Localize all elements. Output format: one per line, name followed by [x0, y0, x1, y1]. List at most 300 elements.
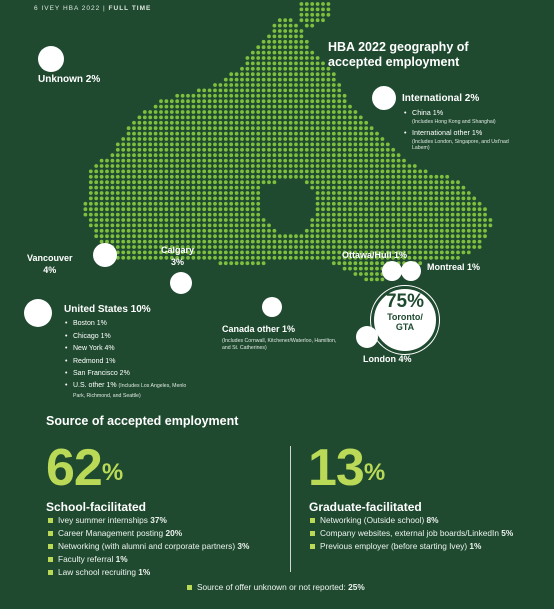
map-dot: [343, 137, 347, 141]
map-dot: [483, 224, 487, 228]
map-dot: [337, 89, 341, 93]
map-dot: [127, 224, 131, 228]
map-dot: [327, 256, 331, 260]
map-dot: [127, 153, 131, 157]
map-dot: [202, 191, 206, 195]
map-dot: [229, 78, 233, 82]
map-dot: [246, 72, 250, 76]
map-dot: [278, 251, 282, 255]
map-dot: [256, 153, 260, 157]
map-dot: [402, 207, 406, 211]
page-header: 6 IVEY HBA 2022 | FULL TIME: [34, 5, 152, 12]
map-dot: [402, 234, 406, 238]
map-dot: [305, 105, 309, 109]
map-dot: [235, 218, 239, 222]
map-dot: [138, 240, 142, 244]
map-dot: [278, 245, 282, 249]
map-dot: [467, 202, 471, 206]
map-dot: [327, 180, 331, 184]
map-dot: [310, 126, 314, 130]
map-dot: [154, 186, 158, 190]
map-dot: [229, 121, 233, 125]
map-dot: [175, 148, 179, 152]
map-dot: [386, 224, 390, 228]
map-dot: [327, 164, 331, 168]
map-dot: [111, 153, 115, 157]
map-dot: [186, 202, 190, 206]
map-dot: [267, 137, 271, 141]
map-dot: [240, 110, 244, 114]
map-dot: [456, 202, 460, 206]
map-dot: [197, 94, 201, 98]
map-dot: [197, 143, 201, 147]
map-dot: [186, 137, 190, 141]
map-dot: [219, 94, 223, 98]
map-dot: [440, 224, 444, 228]
map-dot: [402, 213, 406, 217]
map-dot: [456, 180, 460, 184]
map-dot: [283, 51, 287, 55]
map-dot: [197, 116, 201, 120]
map-dot: [111, 218, 115, 222]
london-label: London 4%: [363, 354, 412, 364]
map-dot: [337, 251, 341, 255]
map-dot: [321, 240, 325, 244]
map-dot: [186, 180, 190, 184]
map-dot: [251, 89, 255, 93]
map-dot: [267, 110, 271, 114]
map-dot: [208, 94, 212, 98]
map-dot: [348, 148, 352, 152]
map-dot: [132, 207, 136, 211]
map-dot: [289, 137, 293, 141]
map-dot: [202, 143, 206, 147]
map-dot: [310, 116, 314, 120]
map-dot: [229, 83, 233, 87]
map-dot: [456, 229, 460, 233]
map-dot: [256, 137, 260, 141]
map-dot: [300, 89, 304, 93]
map-dot: [316, 251, 320, 255]
map-dot: [175, 137, 179, 141]
map-dot: [343, 197, 347, 201]
map-dot: [354, 234, 358, 238]
map-dot: [359, 240, 363, 244]
map-dot: [316, 121, 320, 125]
map-dot: [229, 137, 233, 141]
map-dot: [138, 153, 142, 157]
map-dot: [364, 175, 368, 179]
map-dot: [229, 89, 233, 93]
map-dot: [170, 116, 174, 120]
map-dot: [348, 121, 352, 125]
map-dot: [100, 224, 104, 228]
map-dot: [208, 99, 212, 103]
map-dot: [138, 197, 142, 201]
map-dot: [337, 121, 341, 125]
map-dot: [213, 159, 217, 163]
map-dot: [229, 197, 233, 201]
map-dot: [321, 218, 325, 222]
map-dot: [251, 261, 255, 265]
map-dot: [321, 126, 325, 130]
map-dot: [267, 40, 271, 44]
map-dot: [316, 99, 320, 103]
map-dot: [246, 83, 250, 87]
map-dot: [224, 148, 228, 152]
map-dot: [359, 261, 363, 265]
map-dot: [386, 191, 390, 195]
map-dot: [316, 89, 320, 93]
map-dot: [235, 121, 239, 125]
map-dot: [224, 213, 228, 217]
map-dot: [386, 245, 390, 249]
map-dot: [186, 94, 190, 98]
map-dot: [283, 164, 287, 168]
map-dot: [229, 175, 233, 179]
map-dot: [170, 105, 174, 109]
map-dot: [219, 191, 223, 195]
map-dot: [116, 234, 120, 238]
map-dot: [159, 105, 163, 109]
map-dot: [138, 251, 142, 255]
map-dot: [343, 99, 347, 103]
map-dot: [332, 132, 336, 136]
map-dot: [213, 94, 217, 98]
map-dot: [138, 116, 142, 120]
map-dot: [327, 72, 331, 76]
map-dot: [111, 159, 115, 163]
map-dot: [202, 94, 206, 98]
map-dot: [165, 164, 169, 168]
map-dot: [348, 132, 352, 136]
list-item: • U.S. other 1% (Includes Los Angeles, Menlo Park, Richmond, and Seattle): [65, 381, 190, 401]
map-dot: [132, 164, 136, 168]
map-dot: [364, 245, 368, 249]
map-dot: [321, 245, 325, 249]
map-dot: [159, 121, 163, 125]
map-dot: [310, 186, 314, 190]
map-dot: [197, 229, 201, 233]
map-dot: [332, 148, 336, 152]
map-dot: [256, 180, 260, 184]
map-dot: [143, 170, 147, 174]
map-dot: [251, 207, 255, 211]
map-dot: [143, 234, 147, 238]
map-dot: [229, 256, 233, 260]
map-dot: [289, 105, 293, 109]
map-dot: [478, 245, 482, 249]
map-dot: [127, 234, 131, 238]
map-dot: [451, 224, 455, 228]
map-dot: [300, 67, 304, 71]
map-dot: [294, 99, 298, 103]
map-dot: [273, 51, 277, 55]
map-dot: [159, 175, 163, 179]
map-dot: [262, 234, 266, 238]
map-dot: [186, 148, 190, 152]
map-dot: [310, 256, 314, 260]
map-dot: [165, 116, 169, 120]
map-dot: [229, 110, 233, 114]
map-dot: [213, 89, 217, 93]
map-dot: [202, 234, 206, 238]
map-dot: [478, 213, 482, 217]
map-dot: [132, 148, 136, 152]
map-dot: [348, 218, 352, 222]
map-dot: [391, 202, 395, 206]
map-dot: [240, 234, 244, 238]
map-dot: [94, 175, 98, 179]
map-dot: [316, 62, 320, 66]
map-dot: [132, 224, 136, 228]
map-dot: [375, 191, 379, 195]
map-dot: [148, 110, 152, 114]
map-dot: [197, 148, 201, 152]
list-item: • Chicago 1%: [65, 331, 190, 344]
map-dot: [332, 224, 336, 228]
map-dot: [262, 116, 266, 120]
map-dot: [138, 256, 142, 260]
map-dot: [370, 186, 374, 190]
map-dot: [94, 229, 98, 233]
map-dot: [343, 105, 347, 109]
map-dot: [327, 89, 331, 93]
map-dot: [408, 245, 412, 249]
map-dot: [278, 256, 282, 260]
map-dot: [332, 105, 336, 109]
map-dot: [278, 126, 282, 130]
map-dot: [386, 170, 390, 174]
map-dot: [273, 35, 277, 39]
map-dot: [192, 170, 196, 174]
map-dot: [278, 51, 282, 55]
map-dot: [418, 256, 422, 260]
map-dot: [186, 234, 190, 238]
map-dot: [310, 121, 314, 125]
list-item: • Redmond 1%: [65, 356, 190, 369]
map-dot: [343, 132, 347, 136]
map-dot: [440, 218, 444, 222]
map-dot: [240, 72, 244, 76]
map-dot: [175, 164, 179, 168]
map-dot: [202, 251, 206, 255]
map-dot: [273, 72, 277, 76]
map-dot: [289, 121, 293, 125]
map-dot: [235, 137, 239, 141]
map-dot: [273, 121, 277, 125]
map-dot: [121, 229, 125, 233]
map-dot: [354, 261, 358, 265]
map-dot: [321, 256, 325, 260]
map-dot: [278, 78, 282, 82]
map-dot: [267, 164, 271, 168]
map-dot: [332, 143, 336, 147]
map-dot: [138, 202, 142, 206]
map-dot: [159, 240, 163, 244]
map-dot: [343, 240, 347, 244]
map-dot: [440, 180, 444, 184]
map-dot: [283, 40, 287, 44]
map-dot: [267, 35, 271, 39]
map-dot: [305, 256, 309, 260]
map-dot: [246, 143, 250, 147]
map-dot: [370, 143, 374, 147]
map-dot: [316, 240, 320, 244]
map-dot: [375, 207, 379, 211]
map-dot: [337, 170, 341, 174]
map-dot: [170, 180, 174, 184]
map-dot: [408, 191, 412, 195]
map-dot: [305, 18, 309, 22]
map-dot: [127, 180, 131, 184]
ottawa-bubble: [382, 261, 402, 281]
map-dot: [202, 202, 206, 206]
map-dot: [111, 191, 115, 195]
map-dot: [186, 240, 190, 244]
map-dot: [321, 132, 325, 136]
map-dot: [229, 180, 233, 184]
map-dot: [224, 121, 228, 125]
map-dot: [316, 137, 320, 141]
map-dot: [148, 213, 152, 217]
map-dot: [283, 148, 287, 152]
map-dot: [402, 240, 406, 244]
map-dot: [154, 256, 158, 260]
map-dot: [332, 170, 336, 174]
map-dot: [343, 229, 347, 233]
map-dot: [256, 94, 260, 98]
section-label: FULL TIME: [108, 5, 152, 12]
map-dot: [381, 202, 385, 206]
map-dot: [305, 13, 309, 17]
map-dot: [224, 105, 228, 109]
map-dot: [121, 207, 125, 211]
map-dot: [370, 224, 374, 228]
map-dot: [332, 202, 336, 206]
map-dot: [483, 234, 487, 238]
map-dot: [121, 218, 125, 222]
map-dot: [354, 240, 358, 244]
vancouver-label: Vancouver 4%: [27, 253, 73, 275]
map-dot: [462, 245, 466, 249]
map-dot: [359, 170, 363, 174]
map-dot: [300, 164, 304, 168]
map-dot: [224, 229, 228, 233]
map-dot: [337, 137, 341, 141]
map-dot: [283, 18, 287, 22]
map-dot: [208, 137, 212, 141]
map-dot: [267, 67, 271, 71]
map-dot: [154, 132, 158, 136]
map-dot: [397, 170, 401, 174]
map-dot: [354, 121, 358, 125]
map-dot: [89, 197, 93, 201]
map-dot: [213, 245, 217, 249]
map-dot: [370, 202, 374, 206]
map-dot: [202, 224, 206, 228]
map-dot: [143, 132, 147, 136]
map-dot: [305, 164, 309, 168]
map-dot: [181, 186, 185, 190]
map-dot: [154, 180, 158, 184]
map-dot: [375, 240, 379, 244]
map-dot: [467, 191, 471, 195]
map-dot: [143, 116, 147, 120]
map-dot: [440, 245, 444, 249]
map-dot: [213, 164, 217, 168]
map-dot: [192, 175, 196, 179]
montreal-label: Montreal 1%: [427, 262, 481, 272]
map-dot: [208, 229, 212, 233]
map-dot: [337, 99, 341, 103]
map-dot: [370, 272, 374, 276]
map-dot: [197, 132, 201, 136]
map-dot: [300, 35, 304, 39]
map-dot: [435, 234, 439, 238]
map-dot: [375, 153, 379, 157]
map-dot: [440, 197, 444, 201]
map-dot: [251, 256, 255, 260]
map-dot: [397, 175, 401, 179]
map-dot: [289, 132, 293, 136]
map-dot: [348, 213, 352, 217]
map-dot: [305, 7, 309, 11]
map-dot: [462, 234, 466, 238]
map-dot: [472, 218, 476, 222]
map-dot: [251, 234, 255, 238]
map-dot: [219, 213, 223, 217]
map-dot: [267, 180, 271, 184]
map-dot: [364, 278, 368, 282]
map-dot: [181, 116, 185, 120]
map-dot: [478, 240, 482, 244]
map-dot: [467, 197, 471, 201]
map-dot: [310, 56, 314, 60]
map-dot: [121, 159, 125, 163]
map-dot: [283, 240, 287, 244]
map-dot: [413, 164, 417, 168]
london-bubble: [356, 326, 378, 348]
map-dot: [364, 132, 368, 136]
map-dot: [165, 153, 169, 157]
map-dot: [235, 94, 239, 98]
map-dot: [84, 207, 88, 211]
map-dot: [451, 186, 455, 190]
map-dot: [175, 110, 179, 114]
map-dot: [192, 213, 196, 217]
map-dot: [364, 186, 368, 190]
map-dot: [84, 213, 88, 217]
map-dot: [116, 153, 120, 157]
map-dot: [175, 94, 179, 98]
map-dot: [300, 256, 304, 260]
map-dot: [111, 197, 115, 201]
map-dot: [148, 175, 152, 179]
map-dot: [375, 137, 379, 141]
map-dot: [273, 137, 277, 141]
map-dot: [343, 234, 347, 238]
map-dot: [337, 180, 341, 184]
map-dot: [316, 197, 320, 201]
map-dot: [251, 191, 255, 195]
map-dot: [89, 191, 93, 195]
map-dot: [294, 251, 298, 255]
map-dot: [429, 234, 433, 238]
map-dot: [251, 116, 255, 120]
map-dot: [289, 83, 293, 87]
map-dot: [240, 121, 244, 125]
